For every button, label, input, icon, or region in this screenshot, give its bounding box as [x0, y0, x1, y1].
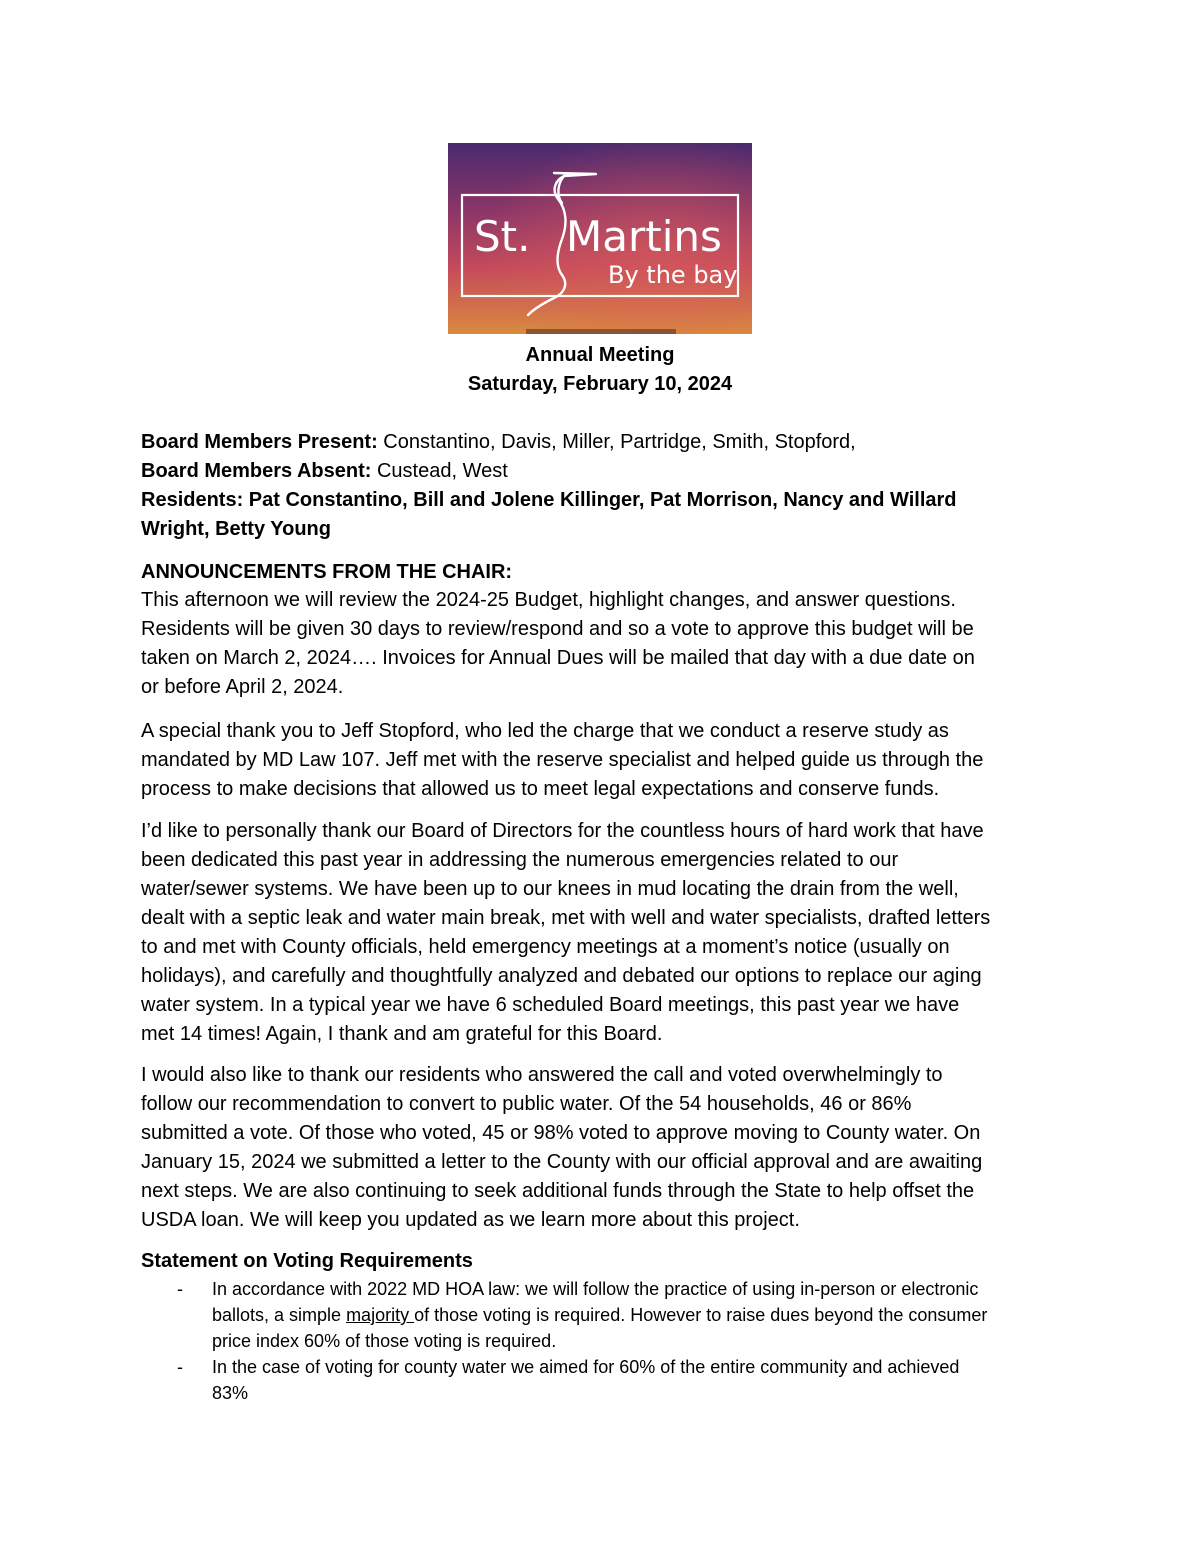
dash-bullet: -	[177, 1357, 183, 1377]
logo-text-martins: Martins	[566, 212, 722, 261]
list-item-line: In accordance with 2022 MD HOA law: we will follow the practice of using in-person or electronic	[212, 1279, 979, 1299]
paragraph-line: follow our recommendation to convert to public water. Of the 54 households, 46 or 86%	[141, 1093, 912, 1115]
announcement-paragraph-1	[141, 586, 1061, 702]
list-item-line: price index 60% of those voting is required.	[212, 1331, 557, 1351]
paragraph-line: dealt with a septic leak and water main break, met with well and water specialists, drafted letters	[141, 907, 991, 929]
list-item-line: 83%	[212, 1383, 249, 1403]
paragraph-line: taken on March 2, 2024…. Invoices for Annual Dues will be mailed that day with a due date on	[141, 647, 975, 669]
list-item	[141, 1354, 1071, 1406]
paragraph-line: holidays), and carefully and thoughtfully analyzed and debated our options to replace our aging	[141, 965, 982, 987]
paragraph-line: January 15, 2024 we submitted a letter to the County with our official approval and are awaiting	[141, 1151, 983, 1173]
paragraph-line: mandated by MD Law 107. Jeff met with the reserve specialist and helped guide us through the	[141, 749, 984, 771]
paragraph-line: process to make decisions that allowed us to meet legal expectations and conserve funds.	[141, 778, 940, 800]
paragraph-line: water/sewer systems. We have been up to our knees in mud locating the drain from the well,	[141, 878, 959, 900]
list-item-line: In the case of voting for county water we aimed for 60% of the entire community and achieved	[212, 1357, 960, 1377]
logo-graphic	[448, 143, 752, 334]
announcement-paragraph-4	[141, 1061, 1061, 1235]
board-present-label: Board Members Present:	[141, 431, 378, 453]
meeting-date: Saturday, February 10, 2024	[467, 373, 733, 395]
announcement-paragraph-3	[141, 817, 1061, 1049]
announcements-heading: ANNOUNCEMENTS FROM THE CHAIR:	[141, 561, 513, 583]
board-present-line	[141, 428, 1061, 457]
list-item	[141, 1276, 1071, 1354]
list-item-text: of those voting is required. However to raise dues beyond the consumer	[414, 1305, 988, 1325]
st-martins-logo	[448, 143, 752, 334]
board-absent-value: Custead, West	[371, 460, 508, 482]
paragraph-line: next steps. We are also continuing to seek additional funds through the State to help offset the	[141, 1180, 975, 1202]
paragraph-line: I would also like to thank our residents who answered the call and voted overwhelmingly to	[141, 1064, 943, 1086]
paragraph-line: USDA loan. We will keep you updated as we learn more about this project.	[141, 1209, 800, 1231]
board-present-value: Constantino, Davis, Miller, Partridge, Smith, Stopford,	[377, 431, 856, 453]
residents-line-1: Residents: Pat Constantino, Bill and Jolene Killinger, Pat Morrison, Nancy and Willard	[141, 489, 957, 511]
paragraph-line: water system. In a typical year we have 6 scheduled Board meetings, this past year we have	[141, 994, 960, 1016]
paragraph-line: This afternoon we will review the 2024-25 Budget, highlight changes, and answer questions.	[141, 589, 956, 611]
board-absent-label: Board Members Absent:	[141, 460, 372, 482]
list-item-text: ballots, a simple	[212, 1305, 347, 1325]
paragraph-line: been dedicated this past year in addressing the numerous emergencies related to our	[141, 849, 899, 871]
residents-line-2: Wright, Betty Young	[141, 518, 331, 540]
paragraph-line: Residents will be given 30 days to review/respond and so a vote to approve this budget will be	[141, 618, 974, 640]
attendance-section	[141, 428, 1061, 544]
list-item-line	[212, 1302, 1071, 1328]
logo-text-bythebay: By the bay	[608, 261, 738, 289]
paragraph-line: or before April 2, 2024.	[141, 676, 344, 698]
voting-requirements-list	[141, 1276, 1071, 1406]
meeting-title: Annual Meeting	[525, 344, 675, 366]
paragraph-line: to and met with County officials, held emergency meetings at a moment’s notice (usually on	[141, 936, 950, 958]
paragraph-line: A special thank you to Jeff Stopford, who led the charge that we conduct a reserve study as	[141, 720, 949, 742]
logo-text-st: St.	[474, 212, 531, 261]
announcement-paragraph-2	[141, 717, 1061, 804]
majority-link[interactable]: majority	[346, 1305, 415, 1325]
paragraph-line: submitted a vote. Of those who voted, 45 or 98% voted to approve moving to County water. On	[141, 1122, 981, 1144]
board-absent-line	[141, 457, 1061, 486]
voting-heading: Statement on Voting Requirements	[141, 1250, 473, 1272]
dash-bullet: -	[177, 1279, 183, 1299]
paragraph-line: I’d like to personally thank our Board of Directors for the countless hours of hard work that have	[141, 820, 984, 842]
paragraph-line: met 14 times! Again, I thank and am grateful for this Board.	[141, 1023, 663, 1045]
